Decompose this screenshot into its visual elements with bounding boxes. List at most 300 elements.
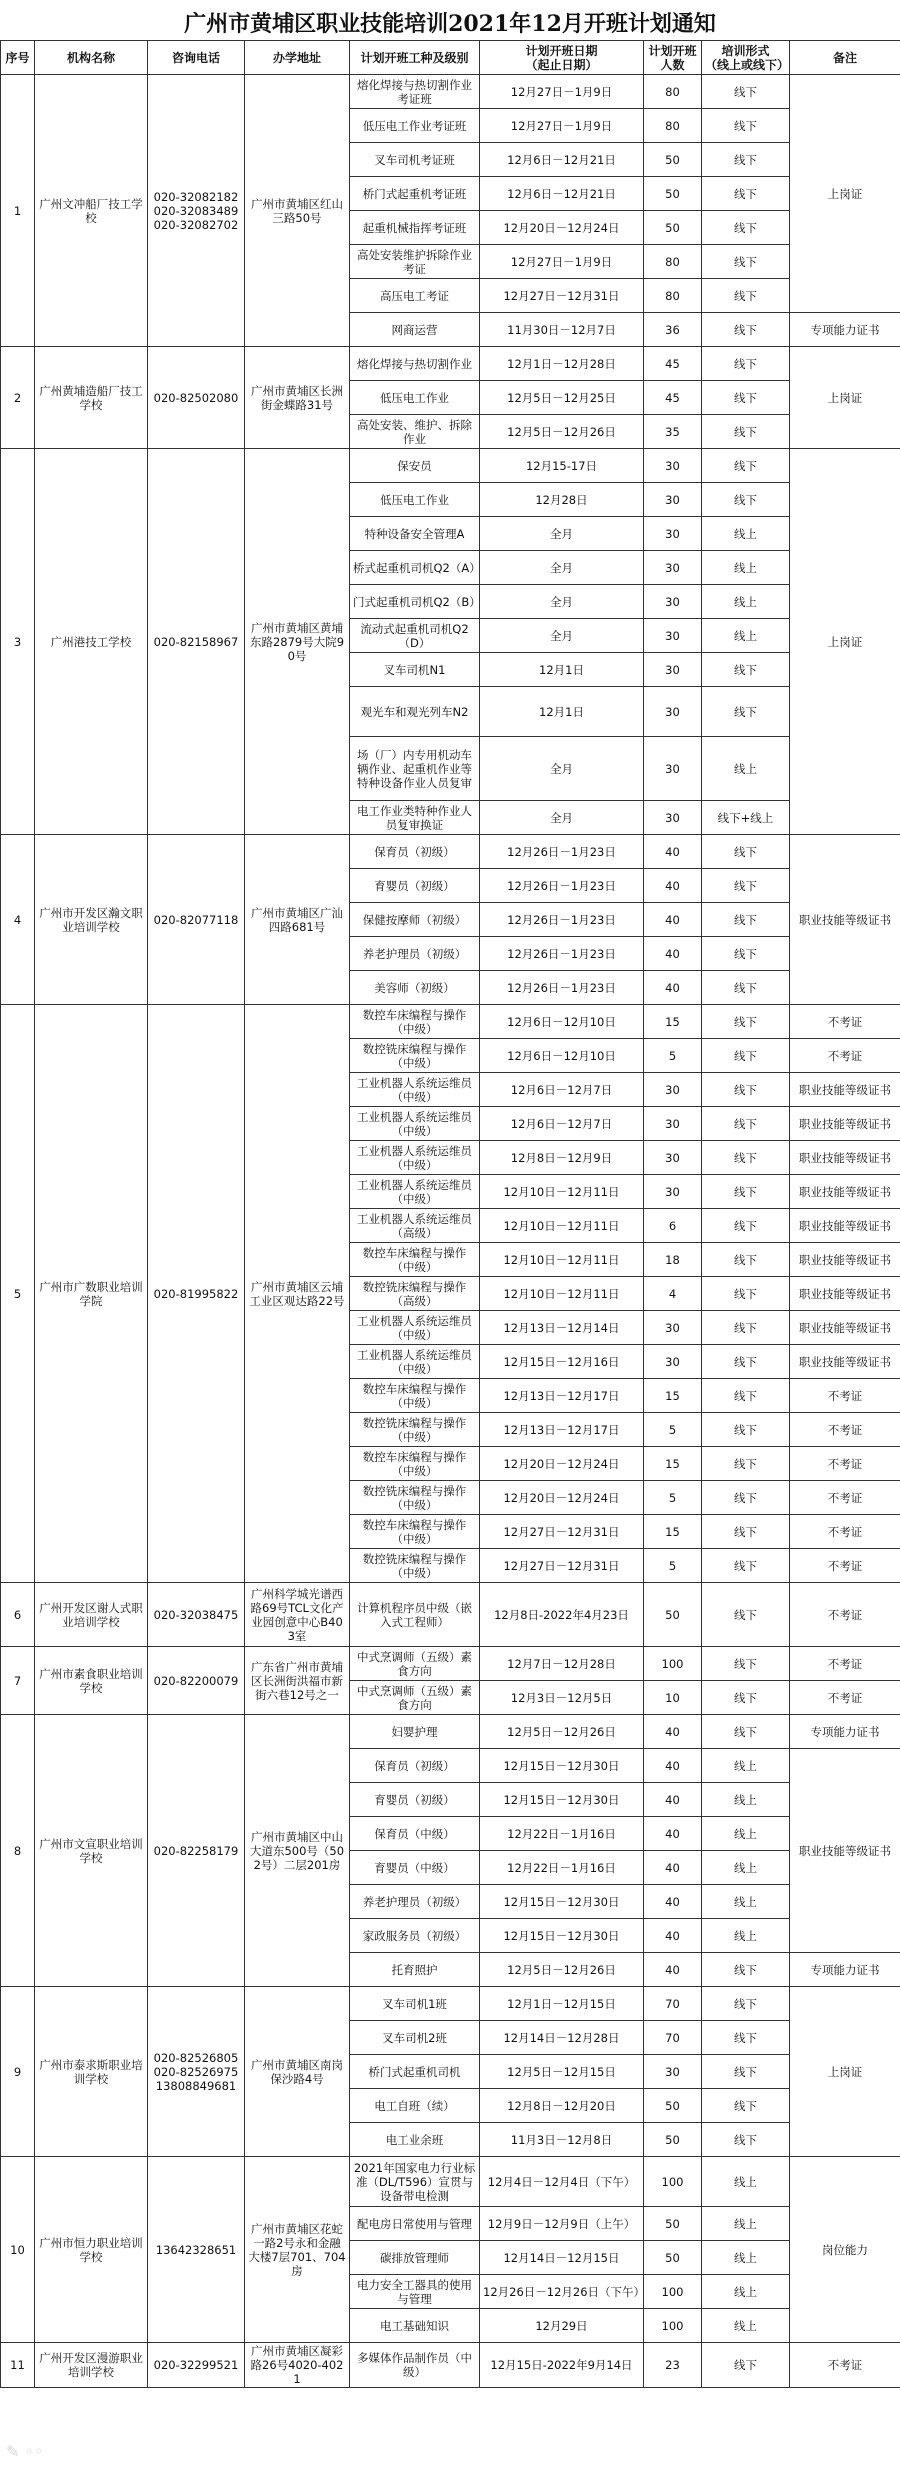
course-count: 40 <box>644 1885 702 1919</box>
course-mode: 线上 <box>702 2241 790 2275</box>
phone-cell: 13642328651 <box>148 2157 245 2343</box>
course-mode: 线下 <box>702 1243 790 1277</box>
course-name: 低压电工作业 <box>350 381 480 415</box>
course-name: 数控车床编程与操作（中级） <box>350 1515 480 1549</box>
course-name: 桥式起重机司机Q2（A） <box>350 551 480 585</box>
course-count: 5 <box>644 1549 702 1583</box>
course-count: 35 <box>644 415 702 449</box>
course-mode: 线下 <box>702 2089 790 2123</box>
course-dates: 11月3日－12月8日 <box>480 2123 644 2157</box>
header-seq: 序号 <box>1 41 35 75</box>
remark-cell: 职业技能等级证书 <box>790 1141 900 1175</box>
course-count: 30 <box>644 1107 702 1141</box>
course-mode: 线下 <box>702 1141 790 1175</box>
remark-cell: 上岗证 <box>790 75 900 313</box>
course-name: 工业机器人系统运维员（中级） <box>350 1073 480 1107</box>
course-name: 数控车床编程与操作（中级） <box>350 1243 480 1277</box>
course-mode: 线上 <box>702 1783 790 1817</box>
course-count: 4 <box>644 1277 702 1311</box>
course-dates: 12月6日－12月21日 <box>480 143 644 177</box>
remark-cell: 职业技能等级证书 <box>790 1107 900 1141</box>
course-count: 15 <box>644 1515 702 1549</box>
course-name: 碳排放管理师 <box>350 2241 480 2275</box>
course-dates: 12月15日-2022年9月14日 <box>480 2343 644 2388</box>
course-name: 数控铣床编程与操作（中级） <box>350 1481 480 1515</box>
course-dates: 12月3日－12月5日 <box>480 1681 644 1715</box>
course-mode: 线下 <box>702 245 790 279</box>
institution-name: 广州市开发区瀚文职业培训学校 <box>35 835 148 1005</box>
course-dates: 12月15日－12月16日 <box>480 1345 644 1379</box>
course-name: 熔化焊接与热切割作业考证班 <box>350 75 480 109</box>
course-count: 100 <box>644 2309 702 2343</box>
course-count: 40 <box>644 1715 702 1749</box>
course-mode: 线下 <box>702 2055 790 2089</box>
institution-name: 广州市广数职业培训学院 <box>35 1005 148 1583</box>
course-count: 30 <box>644 737 702 801</box>
course-name: 场（厂）内专用机动车辆作业、起重机作业等特种设备作业人员复审 <box>350 737 480 801</box>
course-dates: 12月26日－12月26日（下午） <box>480 2275 644 2309</box>
course-dates: 12月1日 <box>480 687 644 737</box>
address-cell: 广州市黄埔区凝彩路26号4020-4021 <box>245 2343 350 2388</box>
seq-cell: 8 <box>1 1715 35 1987</box>
course-dates: 12月5日－12月25日 <box>480 381 644 415</box>
institution-name: 广州港技工学校 <box>35 449 148 835</box>
course-dates: 全月 <box>480 737 644 801</box>
remark-cell: 职业技能等级证书 <box>790 1243 900 1277</box>
phone-cell: 020-81995822 <box>148 1005 245 1583</box>
course-name: 观光车和观光列车N2 <box>350 687 480 737</box>
course-name: 2021年国家电力行业标准（DL/T596）宣贯与设备带电检测 <box>350 2157 480 2207</box>
course-count: 80 <box>644 279 702 313</box>
course-name: 数控车床编程与操作（中级） <box>350 1005 480 1039</box>
course-mode: 线下 <box>702 1379 790 1413</box>
course-dates: 12月5日－12月15日 <box>480 2055 644 2089</box>
phone-cell: 020-82158967 <box>148 449 245 835</box>
remark-cell: 专项能力证书 <box>790 1953 900 1987</box>
course-dates: 12月26日－1月23日 <box>480 903 644 937</box>
course-dates: 12月6日－12月7日 <box>480 1073 644 1107</box>
course-dates: 12月20日－12月24日 <box>480 211 644 245</box>
remark-cell: 岗位能力 <box>790 2157 900 2343</box>
seq-cell: 10 <box>1 2157 35 2343</box>
course-dates: 全月 <box>480 801 644 835</box>
address-cell: 广州市黄埔区南岗保沙路4号 <box>245 1987 350 2157</box>
remark-cell: 不考证 <box>790 2343 900 2388</box>
address-cell: 广州市黄埔区云埔工业区观达路22号 <box>245 1005 350 1583</box>
course-count: 30 <box>644 517 702 551</box>
course-name: 工业机器人系统运维员（中级） <box>350 1345 480 1379</box>
address-cell: 广州科学城光谱西路69号TCL文化产业园创意中心B403室 <box>245 1583 350 1647</box>
course-mode: 线下 <box>702 313 790 347</box>
course-count: 40 <box>644 835 702 869</box>
institution-name: 广州市素食职业培训学校 <box>35 1647 148 1715</box>
course-mode: 线上 <box>702 1851 790 1885</box>
course-mode: 线下 <box>702 1311 790 1345</box>
course-count: 5 <box>644 1039 702 1073</box>
course-dates: 12月22日－1月16日 <box>480 1817 644 1851</box>
remark-cell: 上岗证 <box>790 449 900 835</box>
course-mode: 线下 <box>702 143 790 177</box>
course-mode: 线下 <box>702 449 790 483</box>
table-row <box>1 1715 900 1749</box>
seq-cell: 11 <box>1 2343 35 2388</box>
course-name: 保健按摩师（初级） <box>350 903 480 937</box>
course-name: 多媒体作品制作员（中级） <box>350 2343 480 2388</box>
course-dates: 12月6日－12月21日 <box>480 177 644 211</box>
table-row <box>1 1583 900 1647</box>
course-count: 40 <box>644 1783 702 1817</box>
course-dates: 12月13日－12月17日 <box>480 1413 644 1447</box>
course-name: 计算机程序员中级（嵌入式工程师） <box>350 1583 480 1647</box>
remark-cell: 不考证 <box>790 1481 900 1515</box>
course-mode: 线下 <box>702 279 790 313</box>
course-dates: 12月26日－1月23日 <box>480 937 644 971</box>
course-dates: 12月6日－12月10日 <box>480 1005 644 1039</box>
course-dates: 12月14日－12月15日 <box>480 2241 644 2275</box>
course-name: 熔化焊接与热切割作业 <box>350 347 480 381</box>
course-mode: 线下 <box>702 1005 790 1039</box>
course-count: 30 <box>644 585 702 619</box>
course-dates: 12月1日 <box>480 653 644 687</box>
course-name: 高压电工考证 <box>350 279 480 313</box>
course-count: 30 <box>644 801 702 835</box>
remark-cell: 职业技能等级证书 <box>790 1345 900 1379</box>
course-count: 30 <box>644 653 702 687</box>
course-mode: 线下 <box>702 869 790 903</box>
course-mode: 线下 <box>702 347 790 381</box>
course-dates: 12月20日－12月24日 <box>480 1481 644 1515</box>
course-mode: 线下 <box>702 1515 790 1549</box>
course-count: 80 <box>644 245 702 279</box>
course-mode: 线下 <box>702 1413 790 1447</box>
course-mode: 线下 <box>702 1107 790 1141</box>
course-count: 15 <box>644 1379 702 1413</box>
course-dates: 12月7日－12月28日 <box>480 1647 644 1681</box>
course-count: 100 <box>644 2275 702 2309</box>
table-row <box>1 449 900 483</box>
course-dates: 12月5日－12月26日 <box>480 415 644 449</box>
remark-cell: 职业技能等级证书 <box>790 1749 900 1953</box>
table-row <box>1 1987 900 2021</box>
course-count: 50 <box>644 2089 702 2123</box>
course-mode: 线上 <box>702 551 790 585</box>
course-count: 40 <box>644 1919 702 1953</box>
course-dates: 11月30日－12月7日 <box>480 313 644 347</box>
remark-cell: 不考证 <box>790 1647 900 1681</box>
course-mode: 线下 <box>702 2343 790 2388</box>
seq-cell: 5 <box>1 1005 35 1583</box>
course-dates: 12月22日－1月16日 <box>480 1851 644 1885</box>
course-dates: 全月 <box>480 619 644 653</box>
phone-cell: 020-32299521 <box>148 2343 245 2388</box>
course-name: 叉车司机N1 <box>350 653 480 687</box>
remark-cell: 职业技能等级证书 <box>790 1277 900 1311</box>
course-count: 30 <box>644 1141 702 1175</box>
address-cell: 广州市黄埔区黄埔东路2879号大院90号 <box>245 449 350 835</box>
table-row <box>1 1005 900 1039</box>
remark-cell: 职业技能等级证书 <box>790 1175 900 1209</box>
course-mode: 线上 <box>702 1749 790 1783</box>
seq-cell: 9 <box>1 1987 35 2157</box>
course-mode: 线下 <box>702 1073 790 1107</box>
course-mode: 线下+线上 <box>702 801 790 835</box>
course-mode: 线下 <box>702 971 790 1005</box>
course-dates: 12月15日－12月30日 <box>480 1919 644 1953</box>
phone-cell: 020-82200079 <box>148 1647 245 1715</box>
course-mode: 线下 <box>702 211 790 245</box>
course-name: 妇婴护理 <box>350 1715 480 1749</box>
course-name: 数控铣床编程与操作（中级） <box>350 1039 480 1073</box>
course-dates: 12月20日－12月24日 <box>480 1447 644 1481</box>
course-count: 50 <box>644 177 702 211</box>
course-name: 中式烹调师（五级）素食方向 <box>350 1681 480 1715</box>
course-dates: 12月13日－12月17日 <box>480 1379 644 1413</box>
institution-name: 广州市恒力职业培训学校 <box>35 2157 148 2343</box>
course-dates: 全月 <box>480 517 644 551</box>
institution-name: 广州市泰求斯职业培训学校 <box>35 1987 148 2157</box>
course-dates: 12月26日－1月23日 <box>480 869 644 903</box>
course-name: 叉车司机1班 <box>350 1987 480 2021</box>
remark-cell: 职业技能等级证书 <box>790 1311 900 1345</box>
remark-cell: 上岗证 <box>790 1987 900 2157</box>
course-mode: 线下 <box>702 1953 790 1987</box>
course-name: 保安员 <box>350 449 480 483</box>
phone-cell: 020-82502080 <box>148 347 245 449</box>
header-institution: 机构名称 <box>35 41 148 75</box>
course-name: 特种设备安全管理A <box>350 517 480 551</box>
course-count: 15 <box>644 1447 702 1481</box>
course-name: 叉车司机2班 <box>350 2021 480 2055</box>
course-dates: 12月8日－12月9日 <box>480 1141 644 1175</box>
seq-cell: 3 <box>1 449 35 835</box>
course-mode: 线下 <box>702 1681 790 1715</box>
course-mode: 线下 <box>702 1647 790 1681</box>
course-count: 30 <box>644 2055 702 2089</box>
seq-cell: 7 <box>1 1647 35 1715</box>
remark-cell: 不考证 <box>790 1447 900 1481</box>
course-mode: 线下 <box>702 1447 790 1481</box>
course-count: 50 <box>644 2207 702 2241</box>
course-name: 托育照护 <box>350 1953 480 1987</box>
course-count: 45 <box>644 381 702 415</box>
course-mode: 线上 <box>702 1817 790 1851</box>
course-name: 电工作业类特种作业人员复审换证 <box>350 801 480 835</box>
header-phone: 咨询电话 <box>148 41 245 75</box>
course-mode: 线下 <box>702 177 790 211</box>
remark-cell: 不考证 <box>790 1681 900 1715</box>
course-count: 36 <box>644 313 702 347</box>
course-name: 保育员（初级） <box>350 835 480 869</box>
course-name: 桥门式起重机司机 <box>350 2055 480 2089</box>
course-count: 30 <box>644 551 702 585</box>
course-mode: 线上 <box>702 2309 790 2343</box>
course-mode: 线下 <box>702 1987 790 2021</box>
course-count: 40 <box>644 1749 702 1783</box>
course-mode: 线下 <box>702 1175 790 1209</box>
course-name: 门式起重机司机Q2（B） <box>350 585 480 619</box>
course-name: 保育员（中级） <box>350 1817 480 1851</box>
course-name: 保育员（初级） <box>350 1749 480 1783</box>
phone-cell: 020-82526805 020-82526975 13808849681 <box>148 1987 245 2157</box>
course-count: 100 <box>644 1647 702 1681</box>
course-mode: 线下 <box>702 1345 790 1379</box>
course-mode: 线下 <box>702 109 790 143</box>
course-name: 养老护理员（初级） <box>350 1885 480 1919</box>
course-dates: 12月26日－1月23日 <box>480 835 644 869</box>
course-dates: 12月1日－12月28日 <box>480 347 644 381</box>
remark-cell: 不考证 <box>790 1379 900 1413</box>
course-count: 40 <box>644 1817 702 1851</box>
course-mode: 线下 <box>702 1481 790 1515</box>
course-mode: 线下 <box>702 1209 790 1243</box>
table-row <box>1 347 900 381</box>
course-name: 高处安装维护拆除作业考证 <box>350 245 480 279</box>
course-count: 70 <box>644 1987 702 2021</box>
remark-cell: 不考证 <box>790 1583 900 1647</box>
course-mode: 线下 <box>702 1715 790 1749</box>
course-count: 40 <box>644 937 702 971</box>
address-cell: 广州市黄埔区花蛇一路2号永和金融大楼7层701、704房 <box>245 2157 350 2343</box>
course-dates: 12月28日 <box>480 483 644 517</box>
course-name: 电工基础知识 <box>350 2309 480 2343</box>
institution-name: 广州文冲船厂技工学校 <box>35 75 148 347</box>
course-mode: 线下 <box>702 75 790 109</box>
course-dates: 12月27日－1月9日 <box>480 75 644 109</box>
institution-name: 广州开发区谢人式职业培训学校 <box>35 1583 148 1647</box>
course-dates: 12月1日－12月15日 <box>480 1987 644 2021</box>
course-count: 5 <box>644 1413 702 1447</box>
course-dates: 12月10日－12月11日 <box>480 1243 644 1277</box>
course-name: 育婴员（初级） <box>350 1783 480 1817</box>
course-mode: 线上 <box>702 1919 790 1953</box>
course-mode: 线下 <box>702 381 790 415</box>
header-course: 计划开班工种及级别 <box>350 41 480 75</box>
course-dates: 12月15-17日 <box>480 449 644 483</box>
course-count: 15 <box>644 1005 702 1039</box>
remark-cell: 专项能力证书 <box>790 1715 900 1749</box>
course-name: 数控铣床编程与操作（中级） <box>350 1413 480 1447</box>
header-count: 计划开班 人数 <box>644 41 702 75</box>
course-dates: 12月15日－12月30日 <box>480 1749 644 1783</box>
course-name: 叉车司机考证班 <box>350 143 480 177</box>
course-count: 5 <box>644 1481 702 1515</box>
remark-cell: 专项能力证书 <box>790 313 900 347</box>
course-dates: 12月8日－12月20日 <box>480 2089 644 2123</box>
phone-cell: 020-32082182 020-32083489 020-32082702 <box>148 75 245 347</box>
course-mode: 线下 <box>702 937 790 971</box>
course-name: 工业机器人系统运维员（中级） <box>350 1311 480 1345</box>
course-count: 40 <box>644 903 702 937</box>
institution-name: 广州开发区漫游职业培训学校 <box>35 2343 148 2388</box>
course-mode: 线下 <box>702 687 790 737</box>
seq-cell: 1 <box>1 75 35 347</box>
course-mode: 线下 <box>702 1583 790 1647</box>
course-dates: 12月27日－12月31日 <box>480 1515 644 1549</box>
phone-cell: 020-82077118 <box>148 835 245 1005</box>
course-mode: 线下 <box>702 903 790 937</box>
course-mode: 线下 <box>702 483 790 517</box>
institution-name: 广州黄埔造船厂技工学校 <box>35 347 148 449</box>
course-count: 30 <box>644 687 702 737</box>
course-name: 配电房日常使用与管理 <box>350 2207 480 2241</box>
table-header-row <box>1 41 900 75</box>
course-count: 30 <box>644 1311 702 1345</box>
course-mode: 线上 <box>702 2157 790 2207</box>
course-count: 45 <box>644 347 702 381</box>
course-name: 低压电工作业考证班 <box>350 109 480 143</box>
course-mode: 线下 <box>702 415 790 449</box>
course-count: 50 <box>644 143 702 177</box>
course-mode: 线上 <box>702 2207 790 2241</box>
course-count: 40 <box>644 1851 702 1885</box>
header-mode: 培训形式 （线上或线下） <box>702 41 790 75</box>
course-name: 电工自班（续） <box>350 2089 480 2123</box>
course-name: 数控铣床编程与操作（中级） <box>350 1549 480 1583</box>
table-row <box>1 2157 900 2207</box>
course-count: 70 <box>644 2021 702 2055</box>
course-name: 数控铣床编程与操作（高级） <box>350 1277 480 1311</box>
course-count: 23 <box>644 2343 702 2388</box>
course-mode: 线上 <box>702 2275 790 2309</box>
course-dates: 12月10日－12月11日 <box>480 1175 644 1209</box>
course-count: 80 <box>644 109 702 143</box>
course-dates: 12月15日－12月30日 <box>480 1885 644 1919</box>
course-count: 30 <box>644 449 702 483</box>
course-dates: 12月27日－1月9日 <box>480 109 644 143</box>
course-count: 30 <box>644 1175 702 1209</box>
course-count: 40 <box>644 869 702 903</box>
course-dates: 12月8日-2022年4月23日 <box>480 1583 644 1647</box>
remark-cell: 职业技能等级证书 <box>790 835 900 1005</box>
course-dates: 全月 <box>480 551 644 585</box>
table-row <box>1 75 900 109</box>
course-dates: 12月15日－12月30日 <box>480 1783 644 1817</box>
course-count: 50 <box>644 2241 702 2275</box>
course-count: 10 <box>644 1681 702 1715</box>
course-dates: 12月9日－12月9日（上午） <box>480 2207 644 2241</box>
course-name: 桥门式起重机考证班 <box>350 177 480 211</box>
remark-cell: 上岗证 <box>790 347 900 449</box>
address-cell: 广州市黄埔区红山三路50号 <box>245 75 350 347</box>
course-mode: 线上 <box>702 517 790 551</box>
address-cell: 广州市黄埔区长洲街金蝶路31号 <box>245 347 350 449</box>
course-dates: 12月29日 <box>480 2309 644 2343</box>
course-mode: 线下 <box>702 1549 790 1583</box>
course-dates: 12月10日－12月11日 <box>480 1277 644 1311</box>
course-count: 100 <box>644 2157 702 2207</box>
course-count: 30 <box>644 619 702 653</box>
course-dates: 12月27日－1月9日 <box>480 245 644 279</box>
course-count: 30 <box>644 1073 702 1107</box>
course-dates: 12月4日－12月4日（下午） <box>480 2157 644 2207</box>
course-count: 40 <box>644 971 702 1005</box>
phone-cell: 020-32038475 <box>148 1583 245 1647</box>
phone-cell: 020-82258179 <box>148 1715 245 1987</box>
course-mode: 线下 <box>702 2123 790 2157</box>
course-dates: 12月13日－12月14日 <box>480 1311 644 1345</box>
course-name: 育婴员（初级） <box>350 869 480 903</box>
course-dates: 12月5日－12月26日 <box>480 1715 644 1749</box>
seq-cell: 6 <box>1 1583 35 1647</box>
course-mode: 线上 <box>702 585 790 619</box>
header-remark: 备注 <box>790 41 900 75</box>
table-row <box>1 835 900 869</box>
course-name: 起重机械指挥考证班 <box>350 211 480 245</box>
table-row <box>1 2343 900 2388</box>
course-dates: 12月6日－12月7日 <box>480 1107 644 1141</box>
course-name: 低压电工作业 <box>350 483 480 517</box>
seq-cell: 4 <box>1 835 35 1005</box>
